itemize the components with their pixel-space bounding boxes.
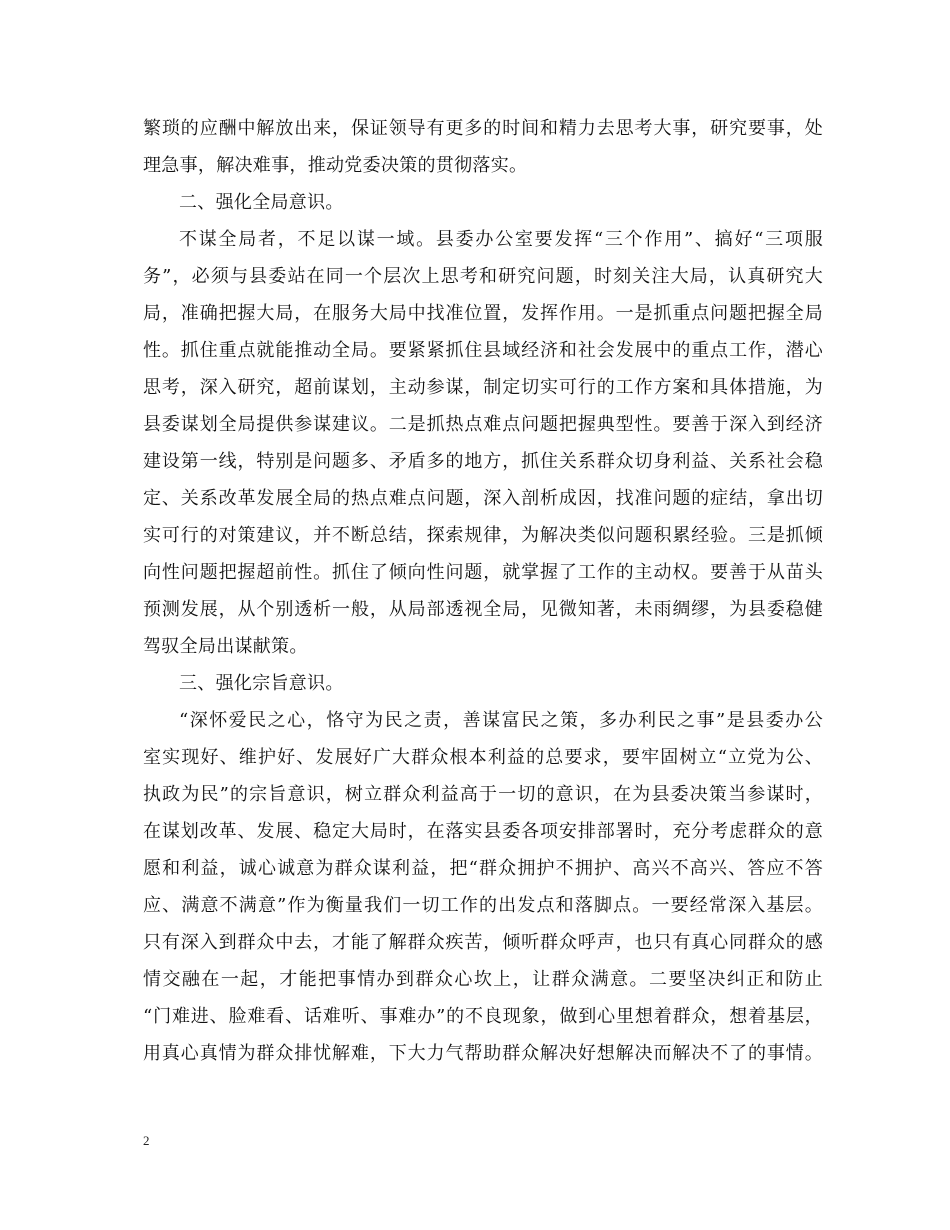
- body-text-line: 用真心真情为群众排忧解难，下大力气帮助群众解决好想解决而解决不了的事情。: [143, 1043, 823, 1064]
- body-text-line: 不谋全局者，不足以谋一域。县委办公室要发挥“三个作用”、搞好“三项服: [179, 229, 823, 250]
- body-text-line: 愿和利益，诚心诚意为群众谋利益，把“群众拥护不拥护、高兴不高兴、答应不答: [143, 858, 823, 879]
- page-number: 2: [143, 1133, 150, 1148]
- body-text-line: 繁琐的应酬中解放出来，保证领导有更多的时间和精力去思考大事，研究要事，处: [143, 118, 823, 139]
- body-text-line: 建设第一线，特别是问题多、矛盾多的地方，抓住关系群众切身利益、关系社会稳: [143, 451, 823, 472]
- body-text-line: 执政为民”的宗旨意识，树立群众利益高于一切的意识，在为县委决策当参谋时，: [143, 784, 823, 805]
- body-text-line: 县委谋划全局提供参谋建议。二是抓热点难点问题把握典型性。要善于深入到经济: [143, 414, 823, 435]
- body-text-line: 预测发展，从个别透析一般，从局部透视全局，见微知著，未雨绸缪，为县委稳健: [143, 599, 823, 620]
- body-text-line: 情交融在一起，才能把事情办到群众心坎上，让群众满意。二要坚决纠正和防止: [143, 969, 823, 990]
- body-text-line: 在谋划改革、发展、稳定大局时，在落实县委各项安排部署时，充分考虑群众的意: [143, 821, 823, 842]
- body-text-line: 性。抓住重点就能推动全局。要紧紧抓住县域经济和社会发展中的重点工作，潜心: [143, 340, 823, 361]
- section-heading: 三、强化宗旨意识。: [179, 673, 344, 694]
- body-text-line: 理急事，解决难事，推动党委决策的贯彻落实。: [143, 155, 528, 176]
- section-heading: 二、强化全局意识。: [179, 192, 344, 213]
- body-text-line: “门难进、脸难看、话难听、事难办”的不良现象，做到心里想着群众，想着基层，: [143, 1006, 823, 1027]
- body-text-line: 务”，必须与县委站在同一个层次上思考和研究问题，时刻关注大局，认真研究大: [143, 266, 823, 287]
- body-text-line: 应、满意不满意”作为衡量我们一切工作的出发点和落脚点。一要经常深入基层。: [143, 895, 823, 916]
- body-text-line: 实可行的对策建议，并不断总结，探索规律，为解决类似问题积累经验。三是抓倾: [143, 525, 823, 546]
- body-text-line: 驾驭全局出谋献策。: [143, 636, 308, 657]
- body-text-line: 定、关系改革发展全局的热点难点问题，深入剖析成因，找准问题的症结，拿出切: [143, 488, 823, 509]
- body-text-line: 向性问题把握超前性。抓住了倾向性问题，就掌握了工作的主动权。要善于从苗头: [143, 562, 823, 583]
- body-text-line: “深怀爱民之心，恪守为民之责，善谋富民之策，多办利民之事”是县委办公: [179, 710, 823, 731]
- body-text-line: 局，准确把握大局，在服务大局中找准位置，发挥作用。一是抓重点问题把握全局: [143, 303, 823, 324]
- body-text-line: 思考，深入研究，超前谋划，主动参谋，制定切实可行的工作方案和具体措施，为: [143, 377, 823, 398]
- body-text-line: 只有深入到群众中去，才能了解群众疾苦，倾听群众呼声，也只有真心同群众的感: [143, 932, 823, 953]
- body-text-line: 室实现好、维护好、发展好广大群众根本利益的总要求，要牢固树立“立党为公、: [143, 747, 823, 768]
